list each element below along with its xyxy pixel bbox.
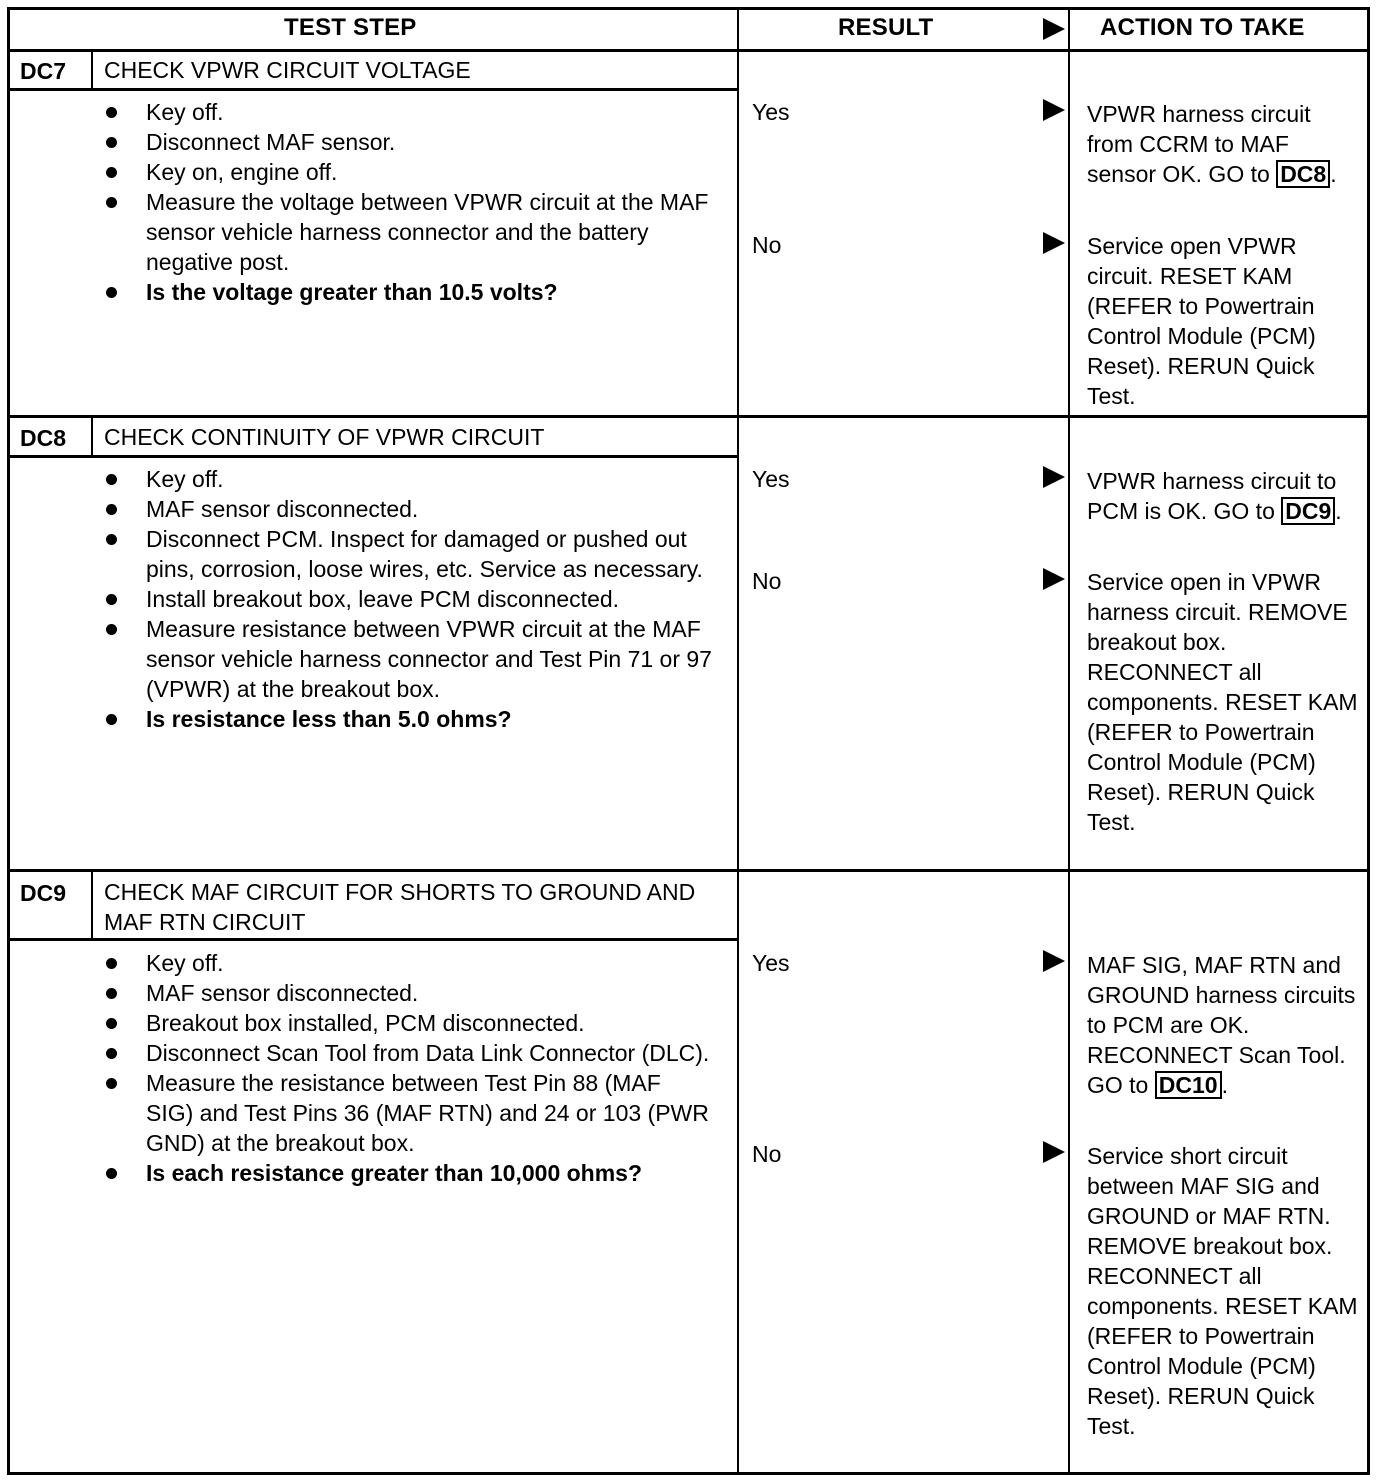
bullet-item: Breakout box installed, PCM disconnected. (100, 1008, 712, 1038)
bullet-question: Is the voltage greater than 10.5 volts? (100, 277, 712, 307)
id-divider-dc7 (91, 50, 93, 89)
action-yes-dc9: MAF SIG, MAF RTN and GROUND harness circuits to PCM are OK. RECONNECT Scan Tool. GO to DC10 . (1087, 952, 1356, 1098)
step-ref-link[interactable]: DC9 (1281, 497, 1335, 525)
bullet-item: MAF sensor disconnected. (100, 978, 712, 1008)
step-ref-link[interactable]: DC10 (1155, 1071, 1222, 1099)
step-ref-link[interactable]: DC8 (1276, 160, 1330, 188)
title-rule-dc8 (8, 455, 738, 458)
row-rule-dc8 (8, 415, 1368, 418)
header-action: ACTION TO TAKE (1100, 14, 1305, 41)
action-text: MAF SIG, MAF RTN and GROUND harness circuits to PCM are OK. RECONNECT Scan Tool. GO to (1087, 952, 1356, 1098)
bullet-item: Key off. (100, 948, 712, 978)
action-no-dc9: Service short circuit between MAF SIG and GROUND or MAF RTN. REMOVE breakout box. RECONNECT all components. RESET KAM (REFER to Powertrain Control Module (PCM) Reset). RERUN Quick Test. (1087, 1143, 1358, 1439)
action-text: VPWR harness circuit to PCM is OK. GO to (1087, 468, 1337, 524)
divider-result-col (737, 8, 739, 1474)
step-title-dc7: CHECK VPWR CIRCUIT VOLTAGE (104, 57, 471, 83)
bullet-item: Key off. (100, 97, 712, 127)
arrow-icon (1043, 18, 1065, 40)
id-divider-dc9 (91, 871, 93, 939)
bullet-question: Is resistance less than 5.0 ohms? (100, 704, 712, 734)
step-bullets-dc7 (100, 97, 712, 307)
result-yes-dc8: Yes (752, 466, 790, 492)
arrow-icon (1043, 950, 1065, 972)
bullet-item: Measure the voltage between VPWR circuit at the MAF sensor vehicle harness connector and the battery negative post. (100, 187, 712, 277)
action-no-dc7: Service open VPWR circuit. RESET KAM (REFER to Powertrain Control Module (PCM) Reset). RERUN Quick Test. (1087, 233, 1316, 409)
bullet-question: Is each resistance greater than 10,000 ohms? (100, 1158, 712, 1188)
row-rule-dc9 (8, 869, 1368, 872)
bullet-item: Key off. (100, 464, 712, 494)
result-no-dc8: No (752, 568, 782, 594)
title-rule-dc7 (8, 88, 738, 91)
bullet-item: MAF sensor disconnected. (100, 494, 712, 524)
result-yes-dc9: Yes (752, 950, 790, 976)
bullet-item: Measure resistance between VPWR circuit at the MAF sensor vehicle harness connector and Test Pin 71 or 97 (VPWR) at the breakout box. (100, 614, 712, 704)
step-bullets-dc8 (100, 464, 712, 734)
divider-action-col (1068, 8, 1070, 1474)
step-bullets-dc9 (100, 948, 712, 1188)
arrow-icon (1043, 568, 1065, 590)
action-no-dc8: Service open in VPWR harness circuit. REMOVE breakout box. RECONNECT all components. RESET KAM (REFER to Powertrain Control Module (PCM) Reset). RERUN Quick Test. (1087, 569, 1358, 835)
title-rule-dc9 (8, 938, 738, 941)
action-text: VPWR harness circuit from CCRM to MAF sensor OK. GO to (1087, 101, 1311, 187)
bullet-item: Disconnect PCM. Inspect for damaged or pushed out pins, corrosion, loose wires, etc. Service as necessary. (100, 524, 712, 584)
action-yes-dc7: VPWR harness circuit from CCRM to MAF sensor OK. GO to DC8 . (1087, 101, 1337, 187)
header-result: RESULT (838, 14, 934, 41)
bullet-item: Key on, engine off. (100, 157, 712, 187)
header-rule (8, 49, 1368, 52)
result-yes-dc7: Yes (752, 99, 790, 125)
step-id-dc7: DC7 (20, 58, 67, 84)
bullet-item: Measure the resistance between Test Pin 88 (MAF SIG) and Test Pins 36 (MAF RTN) and 24 or 103 (PWR GND) at the breakout box. (100, 1068, 712, 1158)
result-no-dc7: No (752, 232, 782, 258)
arrow-icon (1043, 466, 1065, 488)
bullet-item: Disconnect MAF sensor. (100, 127, 712, 157)
arrow-icon (1043, 99, 1065, 121)
bullet-item: Install breakout box, leave PCM disconnected. (100, 584, 712, 614)
id-divider-dc8 (91, 417, 93, 456)
step-title-dc9: CHECK MAF CIRCUIT FOR SHORTS TO GROUND AND MAF RTN CIRCUIT (104, 879, 696, 935)
bullet-item: Disconnect Scan Tool from Data Link Connector (DLC). (100, 1038, 712, 1068)
arrow-icon (1043, 1141, 1065, 1163)
header-test-step: TEST STEP (284, 14, 417, 41)
result-no-dc9: No (752, 1141, 782, 1167)
step-title-dc8: CHECK CONTINUITY OF VPWR CIRCUIT (104, 424, 545, 450)
step-id-dc8: DC8 (20, 425, 67, 451)
arrow-icon (1043, 232, 1065, 254)
action-yes-dc8: VPWR harness circuit to PCM is OK. GO to DC9 . (1087, 468, 1342, 524)
step-id-dc9: DC9 (20, 880, 67, 906)
